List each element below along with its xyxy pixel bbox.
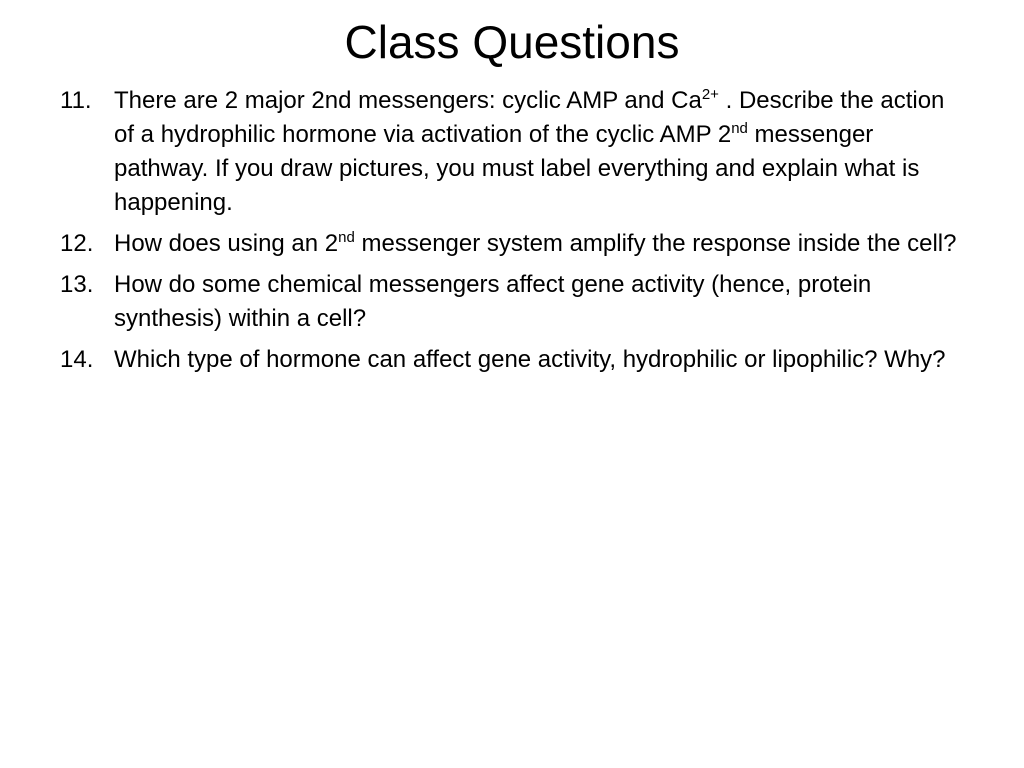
- question-number: 12.: [60, 230, 94, 257]
- question-number: 14.: [60, 346, 94, 373]
- question-item-13: [60, 268, 970, 336]
- question-item-12: [60, 227, 970, 261]
- question-text: Which type of hormone can affect gene activity, hydrophilic or lipophilic? Why?: [114, 346, 946, 373]
- question-text-part: There are 2 major 2nd messengers: cyclic AMP and Ca: [114, 87, 702, 114]
- question-item-14: [60, 343, 970, 377]
- slide-title: Class Questions: [344, 16, 680, 68]
- question-number: 13.: [60, 271, 94, 298]
- question-text: [114, 84, 970, 220]
- question-number: 11.: [60, 87, 92, 114]
- question-text: [114, 227, 970, 261]
- question-text-part: . Describe the action of a hydrophilic hormone via activation of the cyclic AMP 2: [114, 87, 945, 148]
- superscript: nd: [731, 120, 748, 137]
- question-text-part: messenger pathway. If you draw pictures, you must label everything and explain what is happening.: [114, 121, 920, 216]
- question-text-part: messenger system amplify the response inside the cell?: [354, 230, 957, 257]
- question-text-part: How does using an 2: [114, 230, 339, 257]
- question-text: How do some chemical messengers affect gene activity (hence, protein synthesis) within a cell?: [114, 271, 872, 332]
- superscript: nd: [338, 229, 355, 246]
- question-item-11: [60, 84, 970, 220]
- superscript: 2+: [701, 86, 719, 103]
- question-list: [60, 84, 970, 384]
